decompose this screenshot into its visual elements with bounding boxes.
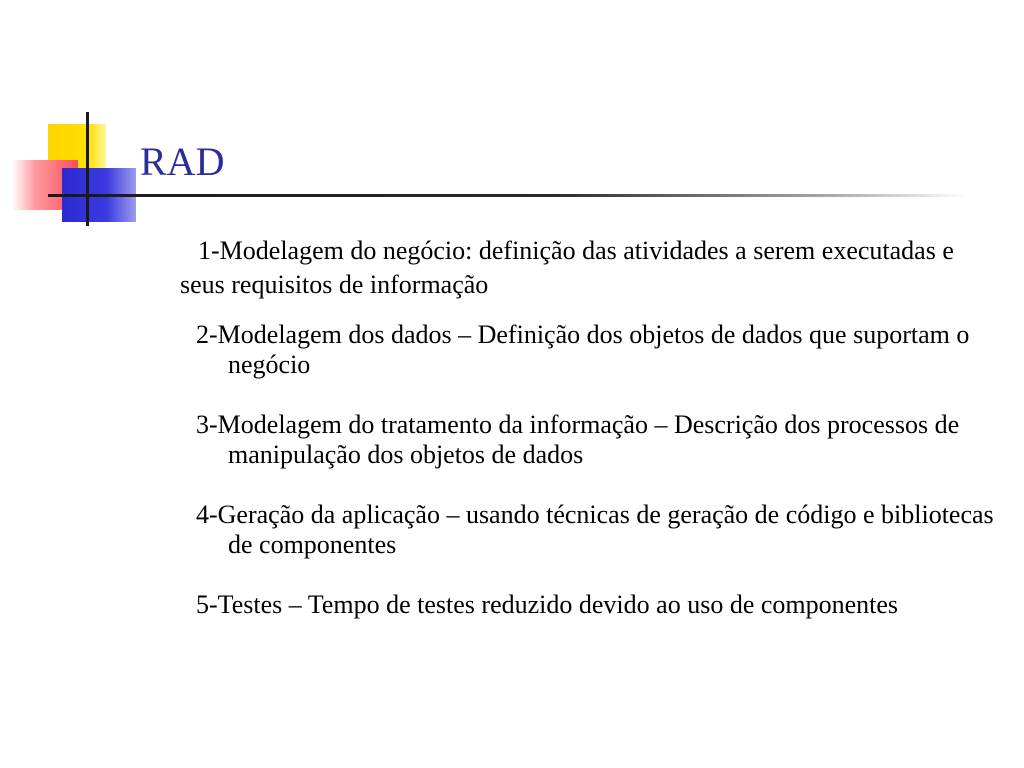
intro-paragraph: 1-Modelagem do negócio: definição das atividades a serem executadas e seus requisitos de informação (180, 236, 954, 299)
list-item: 4-Geração da aplicação – usando técnicas de geração de código e bibliotecas de componentes (196, 500, 994, 559)
list-item: 3-Modelagem do tratamento da informação – Descrição dos processos de manipulação dos objetos de dados (196, 410, 960, 469)
vertical-rule-decoration (86, 112, 89, 226)
list-item: 2-Modelagem dos dados – Definição dos objetos de dados que suportam o negócio (196, 320, 970, 379)
rad-phases-list (196, 320, 1002, 620)
slide-title: RAD (140, 139, 225, 184)
title-underline-rule (48, 194, 968, 197)
list-item: 5-Testes – Tempo de testes reduzido devido ao uso de componentes (196, 590, 899, 619)
